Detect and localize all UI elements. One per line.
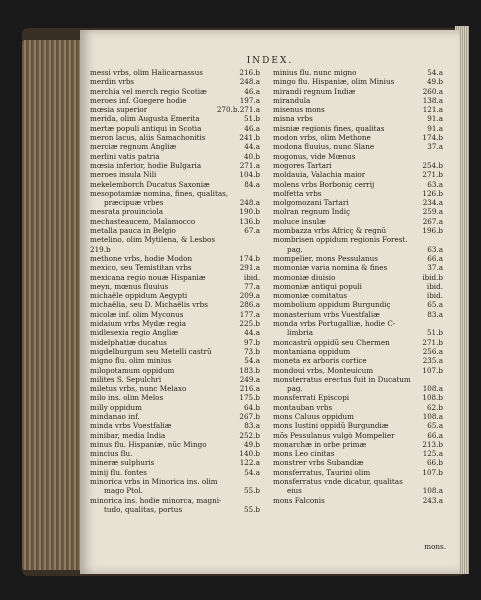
- index-entry: [273, 412, 443, 421]
- index-entry: [273, 152, 443, 161]
- entry-term: mechasteaucem, Malamocco: [90, 216, 196, 226]
- entry-term: messi vrbs, olim Halicarnassus: [90, 68, 203, 77]
- entry-term: milites S. Sepulchri: [90, 374, 162, 384]
- index-entry: [90, 393, 260, 402]
- entry-term: mexico, seu Temistitan vrbs: [90, 263, 192, 273]
- entry-term: michaële oppidum Aegypti: [90, 291, 188, 301]
- entry-term: mindanao inf.: [90, 411, 140, 421]
- book-spine-pages: [22, 40, 88, 570]
- entry-term: tudo, qualitas, portus: [104, 504, 183, 514]
- entry-reference: 177.a: [239, 309, 260, 319]
- entry-reference: 54.a: [427, 68, 443, 77]
- entry-term: moldauia, Valachia maior: [273, 170, 366, 180]
- entry-term: merchia vel merch regio Scotiæ: [90, 86, 207, 96]
- index-entry: [90, 124, 260, 133]
- index-entry: [90, 505, 260, 514]
- entry-reference: 254.b: [422, 160, 443, 170]
- entry-term: misna vrbs: [273, 114, 313, 124]
- entry-term: præcipuæ vrbes: [104, 198, 164, 208]
- entry-term: meyn, mœnus fluuius: [90, 281, 169, 291]
- entry-term: mogonus, vide Mœnus: [273, 151, 356, 161]
- entry-term: migdelburgum seu Metelli castrũ: [90, 346, 212, 356]
- entry-reference: 241.b: [239, 133, 260, 143]
- entry-reference: 46.a: [244, 86, 260, 96]
- left-column: [90, 68, 260, 514]
- entry-term: mesrata prouinciola: [90, 207, 164, 217]
- index-entry: [273, 263, 443, 272]
- entry-term: modon vrbs, olim Methone: [273, 133, 371, 143]
- index-entry: [90, 458, 260, 467]
- entry-reference: 267.b: [239, 411, 260, 421]
- entry-term: pag.: [287, 384, 303, 394]
- entry-term: molran regnum Indiç: [273, 207, 351, 217]
- index-entry: [90, 217, 260, 226]
- entry-reference: 122.a: [239, 458, 260, 468]
- entry-term: monstrer vrbs Subandiæ: [273, 458, 364, 468]
- index-entry: [273, 142, 443, 151]
- entry-reference: 54.a: [244, 467, 260, 477]
- entry-reference: ibid.: [426, 291, 443, 301]
- index-entry: [90, 68, 260, 77]
- entry-reference: 65.a: [427, 421, 443, 431]
- index-entry: [90, 161, 260, 170]
- entry-reference: 248.a: [239, 198, 260, 208]
- entry-reference: 97.b: [243, 337, 260, 347]
- index-entry: [90, 356, 260, 365]
- entry-term: limbria: [287, 328, 314, 338]
- entry-term: minius flu. nunc migno: [273, 68, 357, 77]
- index-entry: [273, 319, 443, 328]
- entry-reference: 37.a: [427, 142, 443, 152]
- index-entry: [273, 486, 443, 495]
- entry-term: mineræ sulphuris: [90, 458, 155, 468]
- entry-reference: 49.b: [426, 77, 443, 87]
- entry-term: mompelier, mons Pessulanus: [273, 253, 378, 263]
- entry-reference: 256.a: [422, 346, 443, 356]
- entry-term: micolæ inf. olim Myconus: [90, 309, 184, 319]
- entry-reference: ibid.: [426, 281, 443, 291]
- entry-term: mons Iustini oppidũ Burgundiæ: [273, 421, 389, 431]
- entry-term: metelino, olim Mytilena, & Lesbos: [90, 235, 216, 245]
- index-entry: [90, 180, 260, 189]
- page-header: INDEX.: [246, 56, 294, 66]
- entry-term: momoniæ diuisio: [273, 272, 336, 282]
- index-entry: [90, 273, 260, 282]
- entry-term: misenus mons: [273, 105, 325, 115]
- entry-term: modona fluuius, nunc Slane: [273, 142, 375, 152]
- index-entry: [273, 375, 443, 384]
- index-entry: [90, 486, 260, 495]
- index-entry: [273, 235, 443, 244]
- index-entry: [273, 449, 443, 458]
- entry-term: midelphatiæ ducatus: [90, 337, 167, 347]
- entry-reference: 108.a: [422, 384, 443, 394]
- entry-reference: 44.a: [244, 142, 260, 152]
- entry-reference: 83.a: [427, 309, 443, 319]
- index-entry: [273, 421, 443, 430]
- entry-term: monarchæ in orbe primæ: [273, 439, 367, 449]
- entry-reference: 104.b: [239, 170, 260, 180]
- entry-reference: 126.b: [422, 188, 443, 198]
- entry-reference: 196.b: [422, 226, 443, 236]
- entry-term: miletus vrbs, nunc Melaxo: [90, 384, 187, 394]
- entry-term: merciæ regnum Angliæ: [90, 142, 177, 152]
- index-entry: [90, 338, 260, 347]
- entry-term: michaëlia, seu D. Michaëlis vrbs: [90, 300, 208, 310]
- entry-term: mago Ptol.: [104, 486, 143, 496]
- entry-reference: 40.b: [243, 151, 260, 161]
- index-entry: [90, 440, 260, 449]
- index-entry: [273, 133, 443, 142]
- index-entry: [273, 198, 443, 207]
- entry-term: meroes inf. Guegere hodie: [90, 95, 187, 105]
- entry-term: monsferratus, Taurini olim: [273, 467, 371, 477]
- entry-reference: 190.b: [239, 207, 260, 217]
- index-entry: [273, 226, 443, 235]
- index-entry: [90, 468, 260, 477]
- index-entry: [90, 310, 260, 319]
- entry-term: merida, olim Augusta Emerita: [90, 114, 200, 124]
- entry-term: momoniæ varia nomina & fines: [273, 263, 388, 273]
- entry-term: meron lacus, aliis Samachonitis: [90, 133, 206, 143]
- entry-reference: 66.a: [427, 253, 443, 263]
- index-entry: [90, 366, 260, 375]
- index-entry: [90, 291, 260, 300]
- index-entry: [273, 217, 443, 226]
- index-page: [80, 30, 460, 574]
- entry-term: merdin vrbs: [90, 77, 135, 87]
- index-entry: [273, 96, 443, 105]
- entry-reference: 107.b: [422, 365, 443, 375]
- entry-term: milly oppidum: [90, 402, 142, 412]
- entry-term: monda vrbs Portugalliæ, hodie C-: [273, 319, 396, 329]
- entry-term: midlesexia regio Angliæ: [90, 328, 179, 338]
- entry-term: mons Caluus oppidum: [273, 411, 354, 421]
- entry-reference: 197.a: [239, 95, 260, 105]
- entry-reference: 138.a: [422, 95, 443, 105]
- index-entry: [90, 77, 260, 86]
- entry-reference: 291.a: [239, 263, 260, 273]
- entry-term: minij flu. fontes: [90, 467, 147, 477]
- entry-reference: 136.b: [239, 216, 260, 226]
- index-entry: [90, 431, 260, 440]
- entry-term: mons Falconis: [273, 495, 325, 505]
- entry-reference: 55.b: [243, 504, 260, 514]
- entry-term: momoniæ antiqui populi: [273, 281, 362, 291]
- entry-reference: 77.a: [244, 281, 260, 291]
- entry-reference: 235.a: [422, 356, 443, 366]
- entry-term: mesopotamiæ nomina, fines, qualitas,: [90, 188, 229, 198]
- entry-term: merlini vatis patria: [90, 151, 160, 161]
- entry-term: mexicana regio nouæ Hispaniæ: [90, 272, 206, 282]
- entry-term: mœsia inferior, hodie Bulgaria: [90, 160, 202, 170]
- entry-reference: 286.a: [239, 300, 260, 310]
- entry-term: minorica ins. hodie minorca, magni-: [90, 495, 222, 505]
- index-entry: [273, 291, 443, 300]
- entry-reference: 271.a: [239, 160, 260, 170]
- entry-reference: 91.a: [427, 123, 443, 133]
- entry-term: moncastrũ oppidũ seu Chermen: [273, 337, 390, 347]
- entry-reference: 49.b: [243, 439, 260, 449]
- entry-term: pag.: [287, 244, 303, 254]
- entry-term: milo ins. olim Melos: [90, 393, 164, 403]
- entry-term: molgomozani Tartari: [273, 198, 349, 208]
- index-entry: [90, 282, 260, 291]
- entry-reference: 121.a: [422, 105, 443, 115]
- index-entry: [90, 114, 260, 123]
- entry-reference: 62.b: [426, 402, 443, 412]
- index-entry: [273, 68, 443, 77]
- entry-reference: 66.a: [427, 430, 443, 440]
- index-entry: [273, 180, 443, 189]
- index-entry: [273, 366, 443, 375]
- index-entry: [273, 328, 443, 337]
- entry-term: mirandula: [273, 95, 311, 105]
- index-entry: [273, 496, 443, 505]
- index-entry: [90, 235, 260, 244]
- index-entry: [90, 449, 260, 458]
- index-entry: [273, 347, 443, 356]
- index-entry: [90, 207, 260, 216]
- entry-reference: 249.a: [239, 374, 260, 384]
- entry-term: montauban vrbs: [273, 402, 333, 412]
- index-entry: [90, 170, 260, 179]
- index-entry: [273, 105, 443, 114]
- entry-term: mœsia superior: [90, 105, 148, 115]
- index-entry: [273, 338, 443, 347]
- entry-term: mertæ populi antiqui in Scotia: [90, 123, 202, 133]
- index-entry: [90, 96, 260, 105]
- entry-term: milopotamum oppidum: [90, 365, 175, 375]
- index-entry: [273, 458, 443, 467]
- index-entry: [90, 403, 260, 412]
- index-entry: [90, 105, 260, 114]
- index-entry: [90, 319, 260, 328]
- index-entry: [90, 87, 260, 96]
- entry-term: mombolium oppidum Burgundiç: [273, 300, 391, 310]
- index-entry: [273, 403, 443, 412]
- index-entry: [90, 254, 260, 263]
- index-entry: [90, 477, 260, 486]
- index-entry: [273, 245, 443, 254]
- index-entry: [273, 300, 443, 309]
- index-entry: [273, 431, 443, 440]
- entry-reference: 216.a: [239, 384, 260, 394]
- entry-reference: 51.b: [426, 328, 443, 338]
- index-entry: [90, 347, 260, 356]
- entry-reference: 175.b: [239, 393, 260, 403]
- entry-reference: 63.a: [427, 244, 443, 254]
- index-entry: [273, 356, 443, 365]
- index-entry: [90, 263, 260, 272]
- index-entry: [273, 282, 443, 291]
- right-column: [273, 68, 443, 505]
- entry-term: mekelemborch Ducatus Saxoniæ: [90, 179, 210, 189]
- entry-term: mogores Tartari: [273, 160, 332, 170]
- index-entry: [273, 189, 443, 198]
- entry-reference: 125.a: [422, 449, 443, 459]
- index-entry: [90, 421, 260, 430]
- index-entry: [90, 245, 260, 254]
- entry-term: momoniæ comitatus: [273, 291, 348, 301]
- entry-reference: 260.a: [422, 86, 443, 96]
- entry-term: monasterium vrbs Vuestfaliæ: [273, 309, 380, 319]
- entry-reference: 55.b: [243, 486, 260, 496]
- entry-term: misniæ regionis fines, qualitas: [273, 123, 385, 133]
- index-entry: [90, 198, 260, 207]
- entry-term: mõs Pessulanus vulgò Mompelier: [273, 430, 395, 440]
- entry-term: mincius flu.: [90, 449, 133, 459]
- entry-term: meroes insula Nili: [90, 170, 157, 180]
- index-entry: [90, 412, 260, 421]
- entry-term: eius: [287, 486, 302, 496]
- index-entry: [273, 207, 443, 216]
- index-entry: [90, 152, 260, 161]
- entry-term: mirandi regnum Indiæ: [273, 86, 356, 96]
- entry-reference: 51.b: [243, 114, 260, 124]
- index-entry: [273, 170, 443, 179]
- index-entry: [90, 328, 260, 337]
- entry-reference: 54.a: [244, 356, 260, 366]
- index-entry: [273, 124, 443, 133]
- entry-term: monsferrati Episcopi: [273, 393, 350, 403]
- catchword: mons.: [424, 542, 446, 551]
- entry-term: migno flu. olim minius: [90, 356, 172, 366]
- entry-reference: 46.a: [244, 123, 260, 133]
- entry-reference: 209.a: [239, 291, 260, 301]
- entry-term: mombazza vrbs Africç & regnũ: [273, 226, 387, 236]
- entry-term: minibar, media India: [90, 430, 166, 440]
- entry-reference: 66.b: [426, 458, 443, 468]
- entry-reference: 140.b: [239, 449, 260, 459]
- entry-term: 219.b: [90, 244, 111, 254]
- entry-reference: 183.b: [239, 365, 260, 375]
- entry-reference: 213.b: [422, 439, 443, 449]
- entry-reference: 73.b: [243, 346, 260, 356]
- entry-reference: 270.b.271.a: [216, 105, 260, 115]
- entry-reference: 44.a: [244, 328, 260, 338]
- index-entry: [90, 384, 260, 393]
- entry-reference: 63.a: [427, 179, 443, 189]
- entry-term: mingo flu. Hispaniæ, olim Minius: [273, 77, 395, 87]
- entry-reference: 174.b: [422, 133, 443, 143]
- entry-reference: 65.a: [427, 300, 443, 310]
- entry-reference: 259.a: [422, 207, 443, 217]
- entry-reference: 64.b: [243, 402, 260, 412]
- entry-reference: 174.b: [239, 253, 260, 263]
- index-entry: [273, 468, 443, 477]
- entry-reference: 267.a: [422, 216, 443, 226]
- index-entry: [273, 310, 443, 319]
- index-entry: [273, 114, 443, 123]
- index-entry: [90, 133, 260, 142]
- entry-term: molens vrbs Borboniç cerrij: [273, 179, 375, 189]
- entry-reference: 248.a: [239, 77, 260, 87]
- index-entry: [90, 300, 260, 309]
- index-entry: [273, 384, 443, 393]
- index-entry: [273, 254, 443, 263]
- index-entry: [90, 226, 260, 235]
- entry-reference: 83.a: [244, 421, 260, 431]
- entry-reference: 91.a: [427, 114, 443, 124]
- index-entry: [90, 189, 260, 198]
- index-entry: [273, 77, 443, 86]
- index-entry: [273, 393, 443, 402]
- entry-term: mondoui vrbs, Monteuicum: [273, 365, 374, 375]
- entry-reference: 84.a: [244, 179, 260, 189]
- entry-reference: 107.b: [422, 467, 443, 477]
- index-entry: [273, 87, 443, 96]
- entry-reference: 108.b: [422, 393, 443, 403]
- entry-reference: ibid.b: [422, 272, 443, 282]
- entry-term: moluce insulæ: [273, 216, 326, 226]
- index-entry: [273, 477, 443, 486]
- entry-reference: 234.a: [422, 198, 443, 208]
- entry-term: minus flu. Hispaniæ, nũc Mingo: [90, 439, 207, 449]
- entry-reference: ibid.: [243, 272, 260, 282]
- entry-reference: 67.a: [244, 226, 260, 236]
- index-entry: [273, 273, 443, 282]
- entry-reference: 271.b: [422, 337, 443, 347]
- index-entry: [90, 375, 260, 384]
- entry-term: monsterratus erectus fuit in Ducatum: [273, 374, 411, 384]
- entry-reference: 252.b: [239, 430, 260, 440]
- entry-term: montaniana oppidum: [273, 346, 351, 356]
- index-entry: [90, 142, 260, 151]
- entry-term: mons Leo cinitas: [273, 449, 335, 459]
- entry-term: molfetta vrbs: [273, 188, 322, 198]
- index-entry: [273, 161, 443, 170]
- entry-reference: 108.a: [422, 486, 443, 496]
- entry-term: midaium vrbs Mydæ regia: [90, 319, 187, 329]
- entry-reference: 37.a: [427, 263, 443, 273]
- entry-reference: 243.a: [422, 495, 443, 505]
- entry-reference: 225.b: [239, 319, 260, 329]
- index-entry: [273, 440, 443, 449]
- entry-term: monsferratus vnde dicatur, qualitas: [273, 477, 403, 487]
- entry-term: moneta ex arboris cortice: [273, 356, 367, 366]
- entry-term: metalla pauca in Belgio: [90, 226, 176, 236]
- entry-term: methone vrbs, hodie Modon: [90, 253, 193, 263]
- entry-term: minorica vrbs in Minorica ins. olim: [90, 477, 218, 487]
- entry-term: minda vrbs Vuestfaliæ: [90, 421, 172, 431]
- entry-reference: 216.b: [239, 68, 260, 77]
- entry-reference: 108.a: [422, 411, 443, 421]
- entry-term: mombrisen oppidum regionis Forest.: [273, 235, 408, 245]
- entry-reference: 271.b: [422, 170, 443, 180]
- index-entry: [90, 496, 260, 505]
